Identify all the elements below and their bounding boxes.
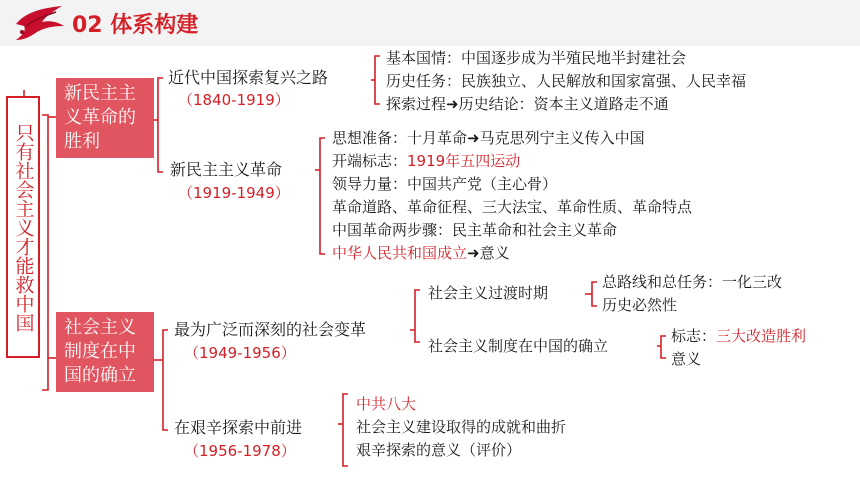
establishment-mark: 标志：三大改造胜利: [671, 327, 807, 345]
branch1-sub2-item-3: 领导力量：中国共产党（主心骨）: [332, 175, 558, 193]
branch1-box: [56, 78, 154, 158]
root-label: 只有社会主义才能救中国: [12, 122, 35, 332]
branch1-sub2-item-5: 中国革命两步骤：民主革命和社会主义革命: [332, 221, 618, 239]
branch1-sub1-title: 近代中国探索复兴之路: [168, 68, 329, 87]
establishment-title: 社会主义制度在中国的确立: [428, 337, 609, 355]
branch1-sub1-item-3: 探索过程➜历史结论：资本主义道路走不通: [386, 95, 669, 113]
branch2-sub2-years: （1956-1978）: [184, 442, 296, 460]
branch2-sub2-item-2: 社会主义建设取得的成就和曲折: [356, 418, 567, 436]
branch1-sub1-item-2: 历史任务：民族独立、人民解放和国家富强、人民幸福: [386, 72, 747, 90]
branch2-sub2-item-1: 中共八大: [356, 395, 417, 413]
transition-period-title: 社会主义过渡时期: [428, 284, 549, 302]
branch2-sub1-years: （1949-1956）: [184, 344, 296, 362]
branch1-sub1-item-1: 基本国情：中国逐步成为半殖民地半封建社会: [386, 49, 687, 67]
page-title: 02 体系构建: [72, 13, 199, 38]
bird-logo-icon: [12, 4, 68, 42]
branch1-sub2-title: 新民主主义革命: [170, 160, 283, 179]
highlight-text: 三大改造胜利: [716, 327, 807, 345]
transition-item-2: 历史必然性: [602, 296, 678, 314]
branch1-label: 新民主主义革命的胜利: [64, 83, 136, 152]
establishment-item-2: 意义: [671, 350, 702, 368]
branch2-label: 社会主义制度在中国的确立: [64, 317, 136, 386]
transition-item-1: 总路线和总任务：一化三改: [602, 273, 783, 291]
branch1-sub1-years: （1840-1919）: [178, 91, 290, 109]
branch1-sub2-item-2: 开端标志：1919年五四运动: [332, 152, 521, 170]
highlight-text: 中华人民共和国成立: [332, 244, 468, 262]
branch1-sub2-item-4: 革命道路、革命征程、三大法宝、革命性质、革命特点: [332, 198, 693, 216]
branch1-sub2-item-6: 中华人民共和国成立➜意义: [332, 244, 510, 262]
branch2-sub2-title: 在艰辛探索中前进: [174, 418, 303, 437]
root-box: [6, 96, 40, 358]
branch2-box: [56, 312, 154, 392]
branch1-sub2-years: （1919-1949）: [178, 184, 290, 202]
branch2-sub1-title: 最为广泛而深刻的社会变革: [174, 320, 367, 339]
branch1-sub2-item-1: 思想准备：十月革命➜马克思列宁主义传入中国: [332, 129, 645, 147]
highlight-text: 1919年五四运动: [407, 152, 521, 170]
branch2-sub2-item-3: 艰辛探索的意义（评价）: [356, 441, 522, 459]
